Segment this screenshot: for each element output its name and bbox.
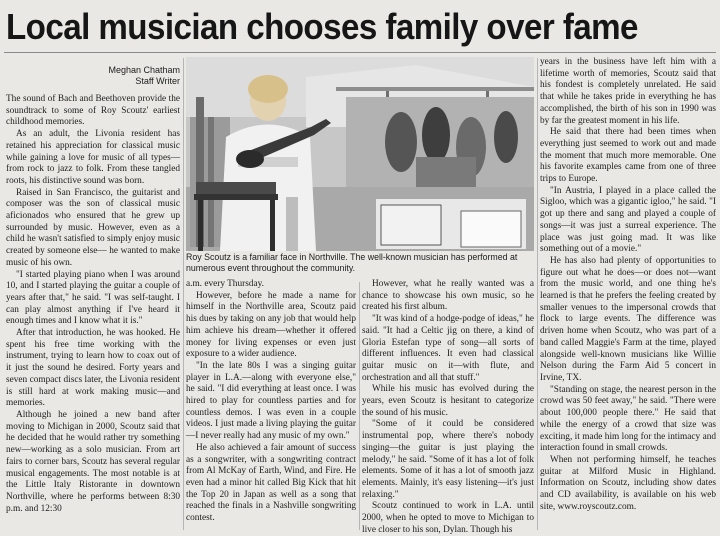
byline-title: Staff Writer [135, 76, 180, 86]
photo-caption: Roy Scoutz is a familiar face in Northville. The well-known musician has performed at numerous event throughout the community. [186, 252, 518, 273]
paragraph: As an adult, the Livonia resident has retained his appreciation for classical music while gaining a love for music of all types—from rock to jazz to folk. From these tangled roots, his distinctive sound was born. [6, 129, 180, 186]
column-divider [537, 58, 538, 530]
paragraph: "In Austria, I played in a place called the Sigloo, which was a gigantic igloo," he said. "I got up there and sang and played a couple of songs—it was just a surreal experience. The place was just going mad. It was like something out of a movie." [540, 185, 716, 255]
column-divider [183, 58, 184, 530]
paragraph: "It was kind of a hodge-podge of ideas," he said. "It had a Celtic jig on there, a kind of Gloria Estefan type of song—all sorts of different influences. It even had classical guitar music on it—with flute, and orchestration and all that stuff." [362, 314, 534, 383]
article-column-1 [6, 94, 180, 530]
headline-rule [4, 52, 716, 53]
paragraph: "Some of it could be considered instrumental pop, where there's nobody singing—the guitar is just playing the melody," he said. "Some of it has a lot of folk elements. Some of it has a lot of smooth jazz elements. Mainly, it's easy listening—it's just relaxing." [362, 419, 534, 500]
paragraph: years in the business have left him with a lifetime worth of memories, Scoutz said that his fondest is completely unrelated. He said that while he takes pride in everything he has accomplished, the birth of his son in 1990 was by far the greatest moment in his life. [540, 57, 716, 126]
article-column-3 [362, 279, 534, 535]
musician-photo [186, 57, 534, 251]
paragraph: He has also had plenty of opportunities to figure out what he does—or does not—want from the music world, and one thing he's learned is that he prefers the feeling created by smaller venues to the impersonal crowds that flock to large events. The difference was driven home when Scoutz, who was part of a band called Maggie's Farm at the time, played alongside well-known musicians like Willie Nelson during the Farm Aid 5 concert in Irvine, TX. [540, 255, 716, 383]
paragraph: Raised in San Francisco, the guitarist and composer was the son of classical music aficionados who ensured that he grew up surrounded by music. However, even as a child he wasn't satisfied to simply enjoy music created by someone else— he wanted to make music of his own. [6, 187, 180, 268]
paragraph: When not performing himself, he teaches guitar at Milford Music in Highland. Information on Scoutz, including show dates and CD availability, is available on his web site, www.royscoutz.com. [540, 454, 716, 512]
paragraph: While his music has evolved during the years, even Scoutz is hesitant to categorize the sound of his music. [362, 384, 534, 418]
headline: Local musician chooses family over fame [6, 6, 638, 47]
paragraph: However, what he really wanted was a chance to showcase his own music, so he created his first album. [362, 279, 534, 313]
column-divider [359, 282, 360, 530]
paragraph: "I started playing piano when I was around 10, and I started playing the guitar a couple of years after that," he said. "I was self-taught. I can play almost anything if I've heard it enough times and I know what it is." [6, 269, 180, 327]
paragraph: Although he joined a new band after moving to Michigan in 2000, Scoutz said that he decided that he would rather try something new—working as a solo musician. From art fairs to corner bars, Scoutz has several regular musical engagements. The most notable is at the Little Italy Ristorante in downtown Northville, where he performs between 8:30 p.m. and 12:30 [6, 409, 180, 514]
paragraph: After that introduction, he was hooked. He spent his free time working with the instrument, trying to learn how to coax out of it just the sound he desired. Forty years and seven compact discs later, the Livonia resident is still hard at work making music—and memories. [6, 328, 180, 409]
article-column-2 [186, 279, 356, 529]
article-column-4 [540, 57, 716, 530]
byline [108, 65, 180, 87]
paragraph: He also achieved a fair amount of success as a songwriter, with a songwriting contract from Al McKay of Earth, Wind, and Fire. He even had a minor hit called Big Kick that hit the Top 20 in Japan as well as a song that reached the finals in a Nashville songwriting contest. [186, 442, 356, 524]
paragraph: The sound of Bach and Beethoven provide the soundtrack to some of Roy Scoutz' earliest childhood memories. [6, 94, 180, 128]
paragraph: Scoutz continued to work in L.A. until 2000, when he opted to move to Michigan to live closer to his son, Dylan. Though his [362, 501, 534, 535]
paragraph: "Standing on stage, the nearest person in the crowd was 50 feet away," he said. "There were about 100,000 people there." He said that while the energy of a crowd that size was exciting, it made him long for the intimacy and interaction found in small crowds. [540, 384, 716, 454]
paragraph: However, before he made a name for himself in the Northville area, Scoutz paid his dues by taking on any job that would help him achieve his dream—whether it offered money for living expenses or even just exposure to a wider audience. [186, 290, 356, 360]
paragraph: a.m. every Thursday. [186, 279, 264, 289]
musician-photo-illustration [186, 57, 534, 251]
paragraph: He said that there had been times when everything just seemed to work out and made the moment that much more memorable. One his favorite examples came from one of three trips to Europe. [540, 127, 716, 185]
byline-name: Meghan Chatham [108, 65, 180, 75]
paragraph: "In the late 80s I was a singing guitar player in L.A.—along with everyone else," he said. "I did everything at least once. I was hired to play for countless parties and for countless demos. I was even in a couple videos. I just made a living playing the guitar—I never really had any music of my own." [186, 360, 356, 442]
